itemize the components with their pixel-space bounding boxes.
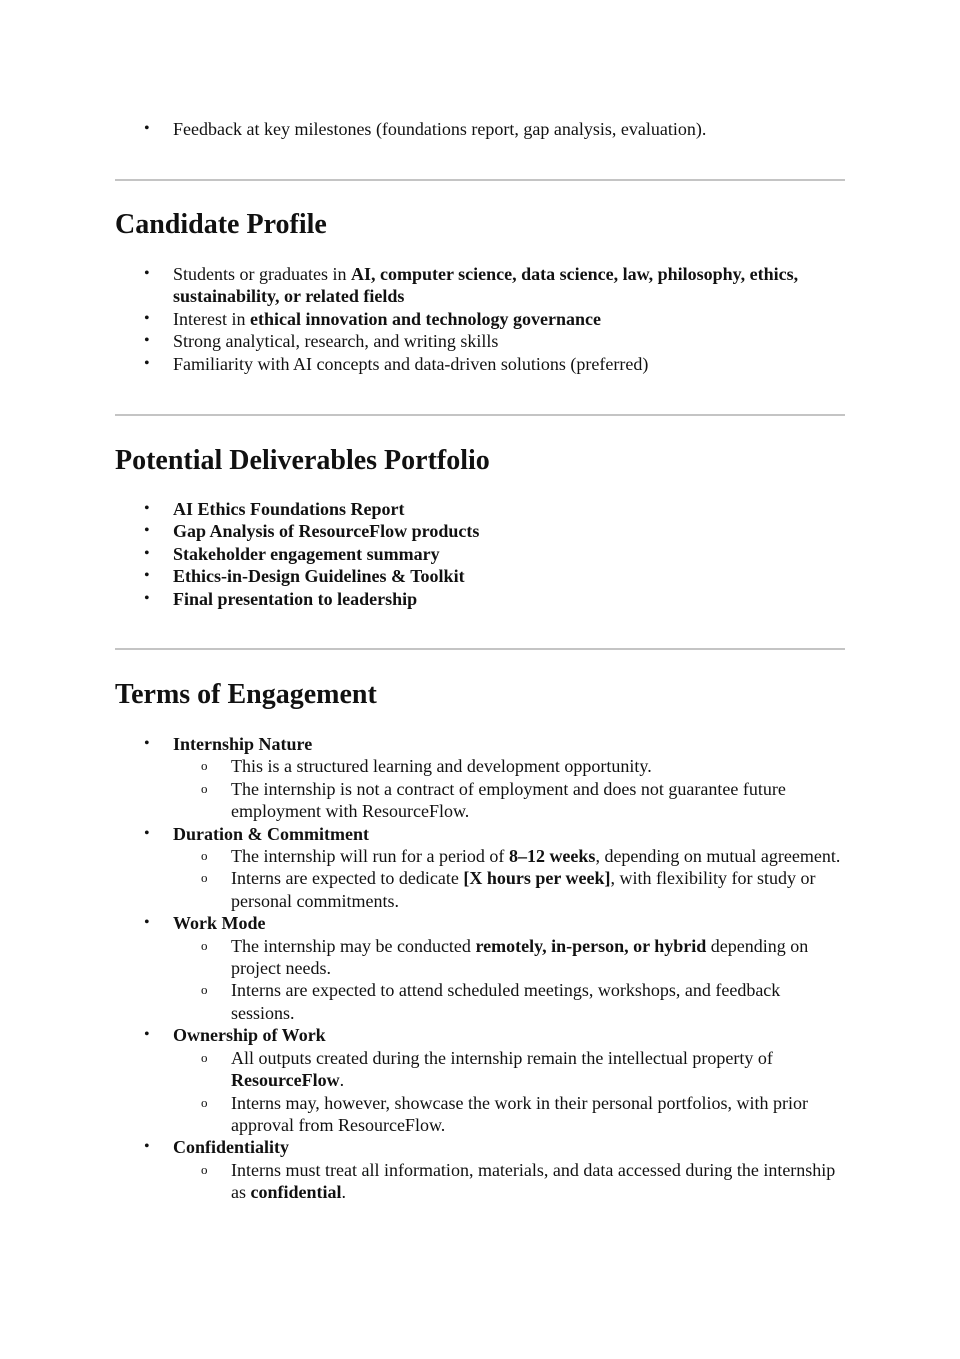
sub-list — [173, 1159, 845, 1204]
circle-bullet-icon: o — [201, 1094, 208, 1110]
list-item — [144, 733, 845, 823]
sub-list-item: o Interns are expected to attend scheduled meetings, workshops, and feedback sessions. — [201, 980, 781, 1023]
terms-heading-wrap — [115, 678, 845, 712]
list-item — [144, 912, 845, 1024]
circle-bullet-icon: o — [201, 982, 208, 998]
sub-list-item: o Interns may, however, showcase the work in their personal portfolios, with prior approval from ResourceFlow. — [201, 1092, 808, 1135]
bullet-icon: • — [144, 567, 150, 585]
sub-list-item: o Interns must treat all information, materials, and data accessed during the internship as confidential. — [201, 1159, 836, 1203]
list-item: • Ethics-in-Design Guidelines & Toolkit — [144, 566, 465, 587]
term-label: Duration & Commitment — [173, 823, 369, 844]
section-divider — [115, 414, 845, 416]
circle-bullet-icon: o — [201, 780, 208, 796]
circle-bullet-icon: o — [201, 848, 208, 864]
terms-list — [115, 733, 845, 1204]
bullet-icon: • — [144, 1026, 150, 1044]
bullet-icon: • — [144, 544, 150, 562]
list-item: • AI Ethics Foundations Report — [144, 499, 405, 519]
circle-bullet-icon: o — [201, 1049, 208, 1065]
bullet-icon: • — [144, 500, 150, 517]
sub-list — [173, 935, 845, 1025]
top-list-section — [115, 118, 845, 140]
term-label: Internship Nature — [173, 734, 313, 754]
deliverables-heading: Potential Deliverables Portfolio — [115, 445, 490, 476]
list-item: • Gap Analysis of ResourceFlow products — [144, 521, 480, 542]
circle-bullet-icon: o — [201, 758, 208, 774]
candidate-profile-heading-wrap — [115, 208, 845, 242]
bullet-icon: • — [144, 735, 150, 752]
term-label: Work Mode — [173, 913, 266, 934]
sub-list-item: o The internship is not a contract of employment and does not guarantee future employment with ResourceFlow. — [201, 778, 786, 822]
bullet-icon: • — [144, 1138, 150, 1156]
bullet-icon: • — [144, 265, 150, 282]
sub-list-item: o This is a structured learning and development opportunity. — [201, 756, 652, 777]
bullet-icon: • — [144, 354, 150, 372]
sub-list-item: o All outputs created during the internship remain the intellectual property of ResourceFlow. — [201, 1047, 773, 1091]
list-item — [144, 823, 845, 913]
section-divider — [115, 648, 845, 650]
section-divider — [115, 179, 845, 181]
list-item: • Interest in ethical innovation and technology governance — [144, 308, 601, 329]
bullet-icon: • — [144, 589, 150, 607]
list-item — [144, 1136, 845, 1203]
term-label: Ownership of Work — [173, 1025, 326, 1046]
bullet-icon: • — [144, 120, 150, 137]
candidate-profile-heading: Candidate Profile — [115, 209, 327, 240]
circle-bullet-icon: o — [201, 870, 208, 886]
sub-list-item: o Interns are expected to dedicate [X hours per week], with flexibility for study or personal commitments. — [201, 868, 816, 911]
deliverables-list — [115, 498, 845, 610]
top-list — [115, 118, 845, 140]
list-item: • Feedback at key milestones (foundations report, gap analysis, evaluation). — [144, 119, 707, 139]
list-item: • Final presentation to leadership — [144, 588, 418, 609]
list-item — [144, 1024, 845, 1136]
circle-bullet-icon: o — [201, 1161, 208, 1177]
candidate-list — [115, 263, 845, 375]
candidate-profile-section — [115, 263, 845, 375]
deliverables-heading-wrap — [115, 444, 845, 478]
sub-list-item: o The internship will run for a period of 8–12 weeks, depending on mutual agreement. — [201, 846, 841, 867]
list-item: • Students or graduates in AI, computer science, data science, law, philosophy, ethics, sustainability, or related fields — [144, 264, 799, 307]
sub-list — [173, 1047, 845, 1137]
terms-heading: Terms of Engagement — [115, 679, 377, 710]
sub-list — [173, 755, 845, 822]
list-item: • Strong analytical, research, and writing skills — [144, 331, 499, 352]
terms-section — [115, 733, 845, 1204]
bullet-icon: • — [144, 309, 150, 327]
sub-list — [173, 845, 845, 912]
term-label: Confidentiality — [173, 1137, 290, 1158]
bullet-icon: • — [144, 824, 150, 842]
circle-bullet-icon: o — [201, 937, 208, 953]
bullet-icon: • — [144, 914, 150, 932]
list-item: • Stakeholder engagement summary — [144, 543, 440, 564]
bullet-icon: • — [144, 332, 150, 350]
bullet-icon: • — [144, 522, 150, 540]
sub-list-item: o The internship may be conducted remotely, in-person, or hybrid depending on project needs. — [201, 935, 809, 979]
deliverables-section — [115, 498, 845, 610]
list-item: • Familiarity with AI concepts and data-driven solutions (preferred) — [144, 353, 649, 374]
